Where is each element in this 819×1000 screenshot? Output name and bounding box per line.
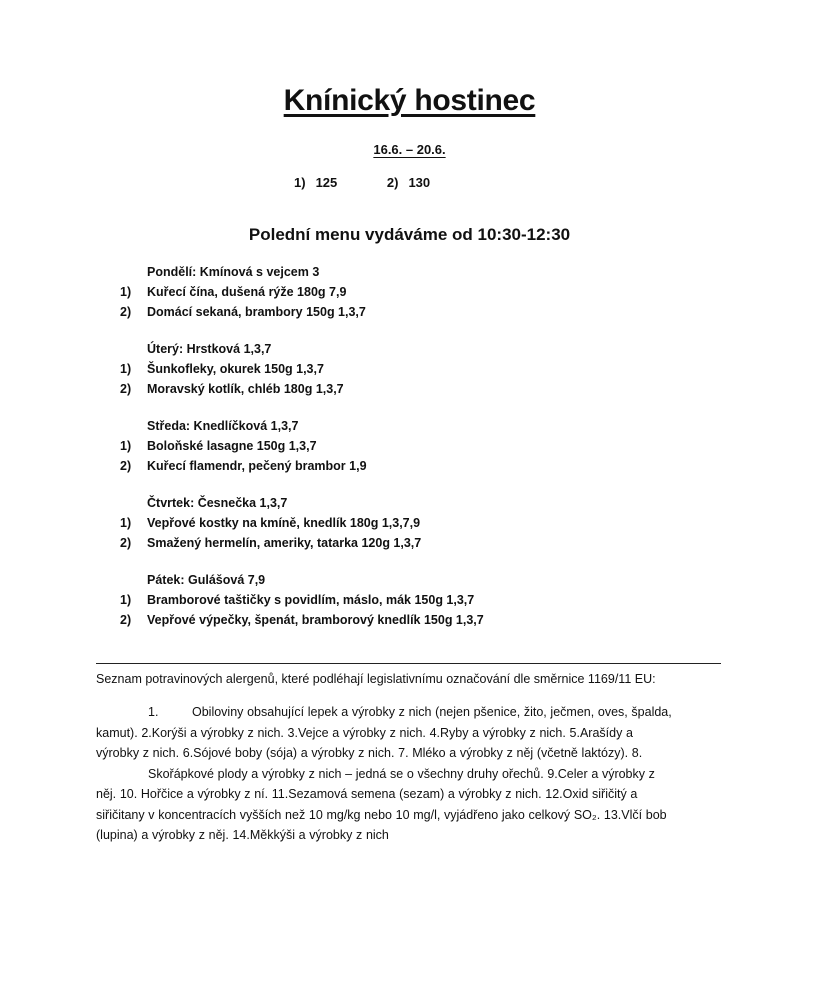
dish-item [120,610,740,630]
dish-number: 1) [120,516,132,530]
dish-text: Moravský kotlík, chléb 180g 1,3,7 [147,382,344,396]
dish-text: Boloňské lasagne 150g 1,3,7 [147,439,317,453]
day-soup: Středa: Knedlíčková 1,3,7 [147,419,299,433]
dish-text: Kuřecí čína, dušená rýže 180g 7,9 [147,285,347,299]
allergen-line: něj. 10. Hořčice a výrobky z ní. 11.Sezamová semena (sezam) a výrobky z nich. 12.Oxid siřičitý a [96,787,638,801]
dish-item [120,590,740,610]
allergen-line: siřičitany v koncentracích vyšších než 10 mg/kg nebo 10 mg/l, vyjádřeno jako celkový SO₂. 13.Vlčí bob [96,807,667,822]
dish-text: Smažený hermelín, ameriky, tatarka 120g 1,3,7 [147,536,422,550]
dish-item [120,359,740,379]
dish-text: Bramborové taštičky s povidlím, máslo, mák 150g 1,3,7 [147,593,475,607]
dish-number: 1) [120,362,132,376]
dish-number: 1) [120,285,132,299]
dish-item [120,436,740,456]
day-thursday [120,493,740,553]
dish-number: 2) [120,305,132,319]
dish-text: Vepřové výpečky, špenát, bramborový knedlík 150g 1,3,7 [147,613,484,627]
day-soup: Pátek: Gulášová 7,9 [147,573,266,587]
dish-text: Domácí sekaná, brambory 150g 1,3,7 [147,305,366,319]
serving-time: Polední menu vydáváme od 10:30-12:30 [248,225,571,244]
dish-number: 1) [120,439,132,453]
allergen-text: Obiloviny obsahující lepek a výrobky z nich (nejen pšenice, žito, ječmen, oves, špalda, [192,705,672,719]
allergen-number: 1. [148,705,159,719]
day-monday [120,262,740,322]
price-item-2 [387,175,430,190]
dish-item [120,282,740,302]
price-value: 130 [408,175,431,190]
price-item-1 [294,175,341,190]
dish-number: 2) [120,382,132,396]
dish-item [120,533,740,553]
allergen-line: kamut). 2.Korýši a výrobky z nich. 3.Vejce a výrobky z nich. 4.Ryby a výrobky z nich. 5.Arašídy a [96,725,633,740]
dish-number: 2) [120,459,132,473]
restaurant-title: Knínický hostinec [283,84,536,117]
price-number: 2) [386,175,399,190]
dish-item [120,302,740,322]
allergen-list [96,702,722,846]
section-divider [96,663,721,664]
price-number: 1) [294,175,306,190]
weekly-menu [120,262,740,647]
day-soup: Pondělí: Kmínová s vejcem 3 [147,265,320,279]
dish-item [120,379,740,399]
day-friday [120,570,740,630]
menu-date-range: 16.6. – 20.6. [373,142,446,157]
dish-number: 2) [120,613,132,627]
dish-text: Vepřové kostky na kmíně, knedlík 180g 1,3,7,9 [147,516,421,530]
day-wednesday [120,416,740,476]
day-soup: Úterý: Hrstková 1,3,7 [147,342,272,356]
day-tuesday [120,339,740,399]
price-value: 125 [315,175,338,190]
day-soup: Čtvrtek: Česnečka 1,3,7 [147,496,288,510]
allergen-line [96,764,722,785]
allergen-line [96,702,722,723]
allergen-line: (lupina) a výrobky z něj. 14.Měkkýši a výrobky z nich [96,828,389,842]
dish-item [120,456,740,476]
dish-number: 2) [120,536,132,550]
dish-text: Kuřecí flamendr, pečený brambor 1,9 [147,459,367,473]
dish-number: 1) [120,593,132,607]
allergen-text: Skořápkové plody a výrobky z nich – jedná se o všechny druhy ořechů. 9.Celer a výrobky z [148,766,655,781]
allergen-line: výrobky z nich. 6.Sójové boby (sója) a výrobky z nich. 7. Mléko a výrobky z něj (včetně laktózy). 8. [96,746,643,760]
allergen-heading: Seznam potravinových alergenů, které podléhají legislativnímu označování dle směrnice 1169/11 EU: [96,672,656,686]
dish-text: Šunkofleky, okurek 150g 1,3,7 [147,362,324,376]
menu-prices [294,175,430,190]
dish-item [120,513,740,533]
